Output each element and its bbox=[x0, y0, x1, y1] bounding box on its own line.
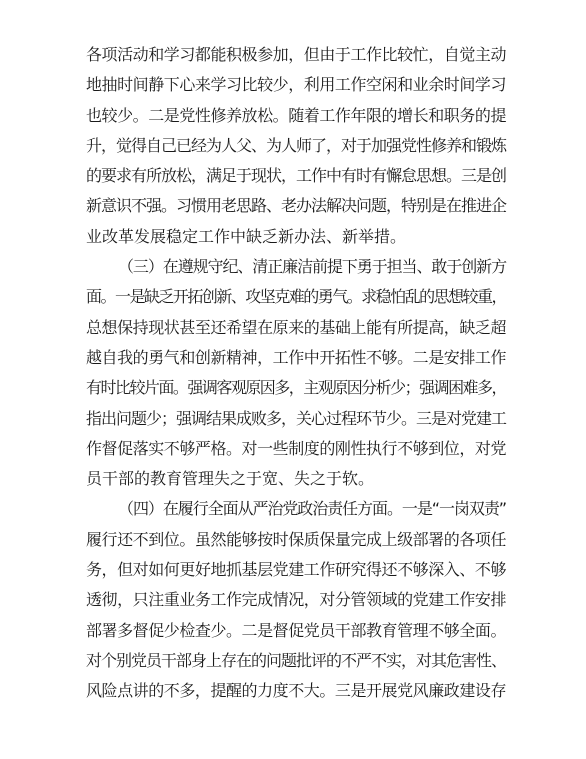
paragraph-end-line: 员干部的教育管理失之于宽、失之于软。 bbox=[86, 469, 375, 489]
text-line: 有时比较片面。强调客观原因多，主观原因分析少；强调困难多， bbox=[86, 378, 506, 398]
text-line: 务，但对如何更好地抓基层党建工作研究得还不够深入、不够 bbox=[86, 560, 506, 580]
text-line: 部署多督促少检查少。二是督促党员干部教育管理不够全面。 bbox=[86, 620, 506, 640]
text-line: 越自我的勇气和创新精神，工作中开拓性不够。二是安排工作 bbox=[86, 347, 506, 367]
text-line: 透彻，只注重业务工作完成情况，对分管领域的党建工作安排 bbox=[86, 590, 506, 610]
text-line: 指出问题少；强调结果成败多，关心过程环节少。三是对党建工 bbox=[86, 408, 507, 428]
text-line: 也较少。二是党性修养放松。随着工作年限的增长和职务的提 bbox=[86, 105, 506, 125]
text-line: 风险点讲的不多，提醒的力度不大。三是开展党风廉政建设存 bbox=[86, 681, 506, 701]
text-line: 新意识不强。习惯用老思路、老办法解决问题，特别是在推进企 bbox=[86, 196, 507, 216]
paragraph-end-line: 业改革发展稳定工作中缺乏新办法、新举措。 bbox=[86, 226, 407, 246]
text-line: 各项活动和学习都能积极参加，但由于工作比较忙，自觉主动 bbox=[86, 45, 506, 64]
text-line: 总想保持现状甚至还希望在原来的基础上能有所提高，缺乏超 bbox=[86, 317, 506, 337]
text-line: 面。一是缺乏开拓创新、攻坚克难的勇气。求稳怕乱的思想较重， bbox=[86, 287, 506, 307]
document-body bbox=[86, 40, 506, 707]
section-heading-line: （四）在履行全面从严治党政治责任方面。一是“一岗双责” bbox=[118, 499, 506, 519]
section-heading-line: （三）在遵规守纪、清正廉洁前提下勇于担当、敢于创新方 bbox=[118, 257, 506, 277]
text-line: 地抽时间静下心来学习比较少，利用工作空闲和业余时间学习 bbox=[86, 75, 506, 95]
text-line: 的要求有所放松，满足于现状，工作中有时有懈怠思想。三是创 bbox=[86, 166, 507, 186]
text-line: 作督促落实不够严格。对一些制度的刚性执行不够到位，对党 bbox=[86, 438, 506, 458]
text-line: 升，觉得自己已经为人父、为人师了，对于加强党性修养和锻炼 bbox=[86, 135, 507, 155]
text-line: 对个别党员干部身上存在的问题批评的不严不实，对其危害性、 bbox=[86, 650, 507, 670]
text-line: 履行还不到位。虽然能够按时保质保量完成上级部署的各项任 bbox=[86, 529, 506, 549]
